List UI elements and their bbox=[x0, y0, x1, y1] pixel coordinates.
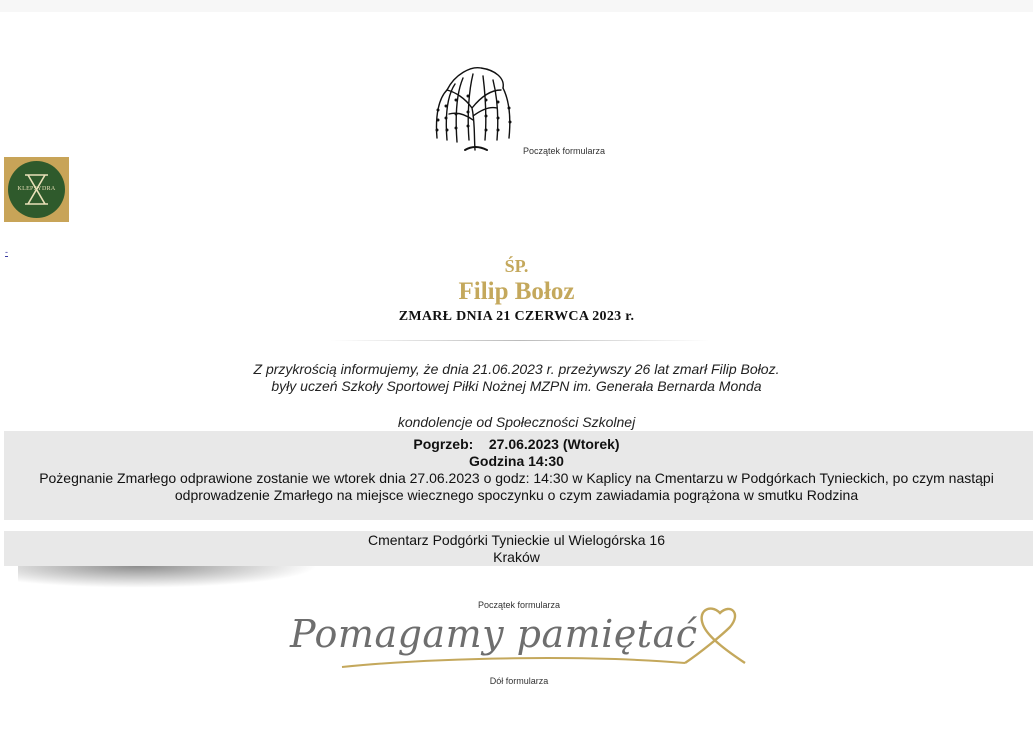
message-line: były uczeń Szkoły Sportowej Piłki Nożnej MZPN im. Generała Bernarda Monda bbox=[271, 378, 762, 394]
cemetery-info bbox=[0, 532, 1033, 566]
top-bar bbox=[0, 0, 1033, 12]
divider bbox=[330, 340, 710, 341]
condolences-text: kondolencje od Społeczności Szkolnej bbox=[397, 414, 636, 430]
funeral-info bbox=[0, 436, 1033, 504]
message-line: Z przykrością informujemy, że dnia 21.06.2023 r. przeżywszy 26 lat zmarł Filip Bołoz. bbox=[253, 361, 780, 377]
date-of-death: ZMARŁ DNIA 21 CZERWCA 2023 r. bbox=[398, 309, 635, 324]
gold-swash bbox=[342, 658, 685, 667]
form-start-label: Początek formularza bbox=[523, 146, 606, 156]
cemetery-address: Cmentarz Podgórki Tynieckie ul Wielogórska 16 bbox=[368, 532, 665, 548]
funeral-time: Godzina 14:30 bbox=[469, 453, 564, 469]
funeral-details: Pożegnanie Zmarłego odprawione zostanie we wtorek dnia 27.06.2023 o godz: 14:30 w Kaplicy na Cmentarzu w Podgórkach Tynieckich, po czym nastąpi odprowadzenie Zmarłego na miejsce wiecznego spoczynku o czym zawiadamia pogrążona w smutku Rodzina bbox=[39, 470, 994, 503]
funeral-date: Pogrzeb: 27.06.2023 (Wtorek) bbox=[413, 436, 620, 452]
form-start-label: Początek formularza bbox=[477, 600, 561, 610]
logo-circle bbox=[8, 161, 65, 218]
cemetery-city: Kraków bbox=[493, 549, 540, 565]
deceased-name: Filip Bołoz bbox=[458, 278, 575, 305]
klepsydra-logo[interactable] bbox=[4, 157, 69, 222]
obituary-prefix: ŚP. bbox=[504, 256, 529, 276]
obituary-message bbox=[0, 361, 1033, 395]
slogan: Pomagamy pamiętać bbox=[290, 612, 698, 656]
form-end-label: Dół formularza bbox=[489, 676, 549, 686]
tiny-link[interactable]: - bbox=[5, 247, 8, 257]
logo-text: KLEPSYDRA bbox=[17, 186, 56, 192]
willow-tree-icon bbox=[425, 60, 521, 152]
drop-shadow bbox=[18, 566, 318, 588]
